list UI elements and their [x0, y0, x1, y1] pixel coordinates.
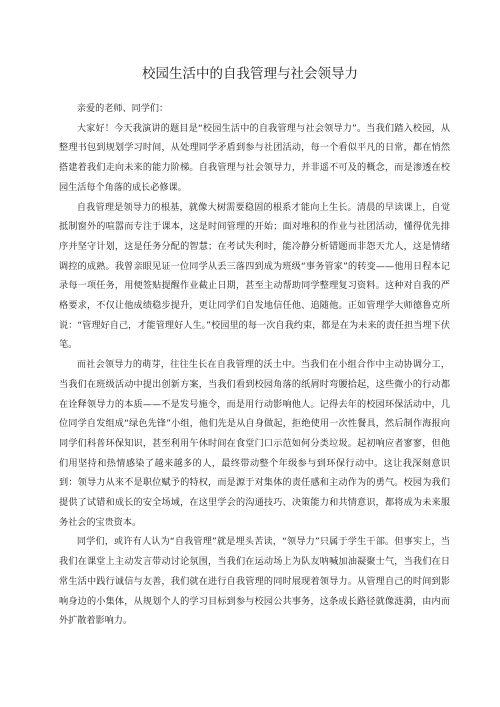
document-body: [59, 100, 450, 632]
paragraph-social-leadership: 而社会领导力的萌芽，往往生长在自我管理的沃土中。当我们在小组合作中主动协调分工，当我们在班级活动中提出创新方案，当我们看到校园角落的纸屑时弯腰拾起，这些微小的行动都在诠释领导力的本质——不是发号施令，而是用行动影响他人。记得去年的校园环保活动中，几位同学自发组成“绿色先锋”小组，他们先是从自身做起，拒绝使用一次性餐具，然后制作海报向同学们科普环保知识，甚至利用午休时间在食堂门口示范如何分类垃圾。起初响应者寥寥，但他们用坚持和热情感染了越来越多的人，最终带动整个年级参与到环保行动中。这让我深刻意识到：领导力从来不是职位赋予的特权，而是源于对集体的责任感和主动作为的勇气。校园为我们提供了试错和成长的安全场域，在这里学会的沟通技巧、决策能力和共情意识，都将成为未来服务社会的宝贵资本。: [59, 360, 450, 528]
paragraph-self-management: 自我管理是领导力的根基，就像大树需要稳固的根系才能向上生长。清晨的早读课上，自觉抵制窗外的喧嚣而专注于课本，这是时间管理的开始；面对堆积的作业与社团活动，懂得优先排序并坚守计划，这是任务分配的智慧；在考试失利时，能冷静分析错题而非怨天尤人，这是情绪调控的成熟。我曾亲眼见证一位同学从丢三落四到成为班级“事务管家”的转变——他用日程本记录每一项任务，用便签贴提醒作业截止日期，甚至主动帮助同学整理复习资料。这种对自我的严格要求，不仅让他成绩稳步提升，更让同学们自发地信任他、追随他。正如管理学大师德鲁克所说：“管理好自己，才能管理好人生。”校园里的每一次自我约束，都是在为未来的责任担当埋下伏笔。: [59, 202, 450, 351]
salutation: 亲爱的老师、同学们：: [76, 104, 169, 114]
paragraph-conclusion: 同学们，或许有人认为“自我管理”就是埋头苦读，“领导力”只属于学生干部。但事实上，当我们在课堂上主动发言带动讨论氛围，当我们在运动场上为队友呐喊加油凝聚士气，当我们在日常生活中践行诚信与友善，我们就在进行自我管理的同时展现着领导力。从管理自己的时间到影响身边的小集体，从规划个人的学习目标到参与校园公共事务，这条成长路径就像涟漪，由内而外扩散着影响力。: [59, 537, 450, 627]
document-title: 校园生活中的自我管理与社会领导力: [142, 66, 358, 82]
paragraph-intro: 大家好！今天我演讲的题目是“校园生活中的自我管理与社会领导力”。当我们踏入校园，从整理书包到规划学习时间，从处理同学矛盾到参与社团活动，每一个看似平凡的日常，都在悄然搭建着我们走向未来的能力阶梯。自我管理与社会领导力，并非遥不可及的概念，而是渗透在校园生活每个角落的成长必修课。: [59, 123, 450, 193]
